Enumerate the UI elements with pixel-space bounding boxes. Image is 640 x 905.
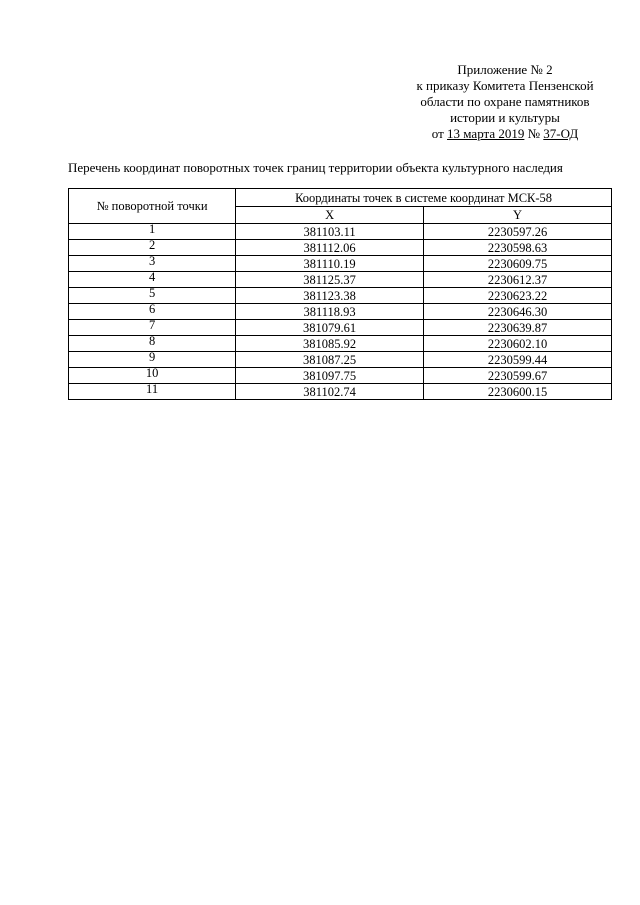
point-number-cell: 7: [69, 320, 236, 336]
x-coordinate-cell: 381102.74: [236, 384, 424, 400]
point-number-cell: 1: [69, 224, 236, 240]
appendix-line-1: Приложение № 2: [457, 62, 553, 77]
point-number-cell: 9: [69, 352, 236, 368]
coordinates-table-body: [69, 224, 612, 400]
order-number: 37-ОД: [543, 126, 579, 141]
x-coordinate-cell: 381079.61: [236, 320, 424, 336]
appendix-line-4: истории и культуры: [450, 110, 560, 125]
y-coordinate-cell: 2230612.37: [424, 272, 612, 288]
x-coordinate-cell: 381112.06: [236, 240, 424, 256]
appendix-line-3: области по охране памятников: [420, 94, 590, 109]
point-number-cell: 6: [69, 304, 236, 320]
order-number-prefix: №: [524, 126, 544, 141]
x-coordinate-cell: 381110.19: [236, 256, 424, 272]
list-title: Перечень координат поворотных точек границ территории объекта культурного наследия: [68, 160, 563, 175]
y-coordinate-cell: 2230639.87: [424, 320, 612, 336]
point-number-cell: 8: [69, 336, 236, 352]
x-coordinate-cell: 381103.11: [236, 224, 424, 240]
y-coordinate-cell: 2230609.75: [424, 256, 612, 272]
y-coordinate-cell: 2230646.30: [424, 304, 612, 320]
point-number-cell: 4: [69, 272, 236, 288]
point-number-cell: 5: [69, 288, 236, 304]
coordinates-table: [68, 188, 612, 400]
x-coordinate-cell: 381087.25: [236, 352, 424, 368]
point-number-cell: 2: [69, 240, 236, 256]
header-point-number: № поворотной точки: [69, 189, 236, 224]
appendix-line-2: к приказу Комитета Пензенской: [416, 78, 594, 93]
header-y: Y: [424, 207, 612, 224]
x-coordinate-cell: 381097.75: [236, 368, 424, 384]
x-coordinate-cell: 381125.37: [236, 272, 424, 288]
point-number-cell: 11: [69, 384, 236, 400]
x-coordinate-cell: 381123.38: [236, 288, 424, 304]
header-coordinate-system: Координаты точек в системе координат МСК-58: [236, 189, 612, 207]
x-coordinate-cell: 381118.93: [236, 304, 424, 320]
header-x: X: [236, 207, 424, 224]
y-coordinate-cell: 2230600.15: [424, 384, 612, 400]
order-date: 13 марта 2019: [447, 126, 525, 141]
y-coordinate-cell: 2230599.44: [424, 352, 612, 368]
x-coordinate-cell: 381085.92: [236, 336, 424, 352]
y-coordinate-cell: 2230602.10: [424, 336, 612, 352]
point-number-cell: 3: [69, 256, 236, 272]
appendix-order-line: [380, 126, 630, 142]
y-coordinate-cell: 2230598.63: [424, 240, 612, 256]
y-coordinate-cell: 2230597.26: [424, 224, 612, 240]
order-date-prefix: от: [431, 126, 448, 141]
y-coordinate-cell: 2230599.67: [424, 368, 612, 384]
y-coordinate-cell: 2230623.22: [424, 288, 612, 304]
table-row: [69, 384, 612, 400]
appendix-header: [380, 62, 630, 142]
point-number-cell: 10: [69, 368, 236, 384]
